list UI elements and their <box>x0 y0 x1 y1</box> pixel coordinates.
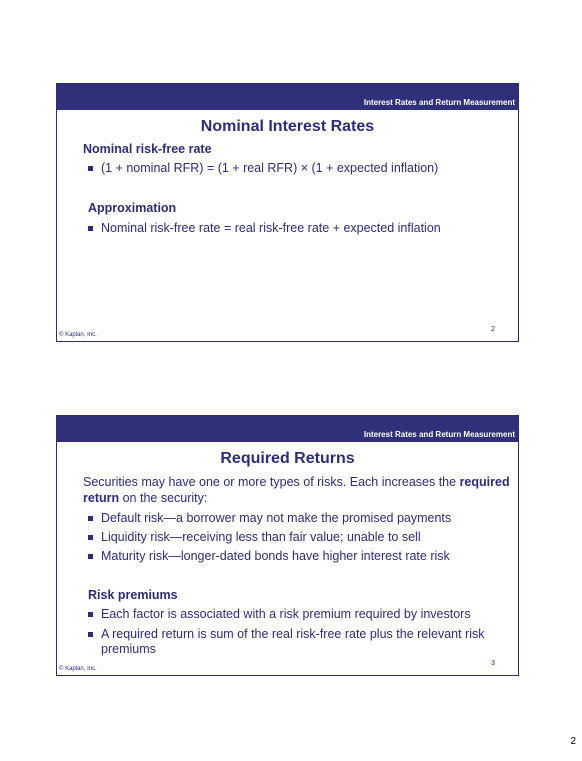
bullet-text: Liquidity risk—receiving less than fair value; unable to sell <box>101 530 421 544</box>
bullet-text: A required return is sum of the real risk-free rate plus the relevant risk premiums <box>101 627 485 656</box>
intro-paragraph <box>83 474 510 506</box>
slide-title: Nominal Interest Rates <box>200 118 375 135</box>
slide-header-bar <box>57 84 518 110</box>
slide-header-bar <box>57 416 518 442</box>
bullet-square-icon <box>88 554 93 559</box>
bullet-item <box>88 511 510 526</box>
section-heading: Nominal risk-free rate <box>83 142 212 156</box>
bullet-square-icon <box>88 226 93 231</box>
bullet-square-icon <box>88 612 93 617</box>
bullet-text: Nominal risk-free rate = real risk-free rate + expected inflation <box>101 221 441 235</box>
bullet-item <box>88 607 510 622</box>
bullet-item <box>88 221 510 236</box>
section-heading: Approximation <box>88 201 177 215</box>
slide-required-returns <box>56 415 519 676</box>
slide-number: 2 <box>491 326 495 333</box>
bullet-item <box>88 161 510 176</box>
slide-nominal-interest-rates <box>56 83 519 342</box>
bullet-square-icon <box>88 632 93 637</box>
slide-header-text: Interest Rates and Return Measurement <box>363 430 515 439</box>
page-number: 2 <box>570 736 576 747</box>
bullet-square-icon <box>88 516 93 521</box>
bullet-item <box>88 530 510 545</box>
section-heading: Risk premiums <box>88 588 178 602</box>
slide-number: 3 <box>491 660 495 667</box>
intro-text: Securities may have one or more types of risks. Each increases the <box>83 475 460 489</box>
bullet-item <box>88 549 510 564</box>
bullet-text: Default risk—a borrower may not make the promised payments <box>101 511 452 525</box>
copyright-notice: © Kaplan, Inc. <box>59 666 97 672</box>
bullet-text: (1 + nominal RFR) = (1 + real RFR) × (1 + expected inflation) <box>101 161 439 175</box>
bullet-item <box>88 627 510 657</box>
bullet-square-icon <box>88 166 93 171</box>
bullet-square-icon <box>88 535 93 540</box>
intro-text-end: on the security: <box>119 491 208 505</box>
intro-bold-text: required return <box>83 475 510 505</box>
slide-title: Required Returns <box>220 450 355 467</box>
bullet-text: Each factor is associated with a risk premium required by investors <box>101 607 471 621</box>
bullet-text: Maturity risk—longer-dated bonds have higher interest rate risk <box>101 549 450 563</box>
slide-header-text: Interest Rates and Return Measurement <box>363 98 515 107</box>
copyright-notice: © Kaplan, Inc. <box>59 332 97 338</box>
